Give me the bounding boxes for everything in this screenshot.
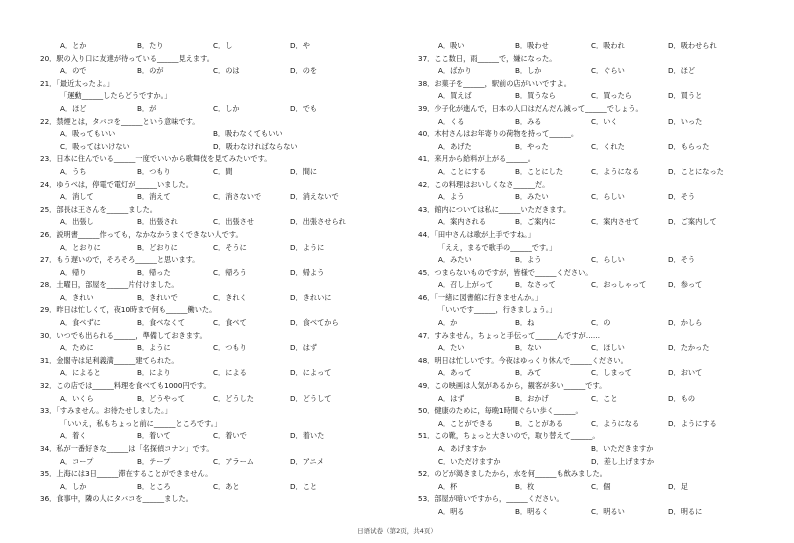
answer-options xyxy=(418,166,786,179)
answer-option: B．おかげ xyxy=(515,393,549,403)
answer-option: A．ことにする xyxy=(438,166,487,176)
answer-option: C．出張させ xyxy=(213,217,254,227)
question-stem: 21．「最近太ったよ。」 xyxy=(40,78,114,88)
answer-option: C．ぐらい xyxy=(591,66,625,76)
answer-option: C．くれた xyxy=(591,141,625,151)
answer-option: C．こと xyxy=(591,393,618,403)
answer-option: D．食べてから xyxy=(290,318,339,328)
answer-option: C．いただけますか xyxy=(438,456,501,466)
answer-options xyxy=(40,456,408,469)
answer-option: A．うち xyxy=(60,166,87,176)
question-stem: 26．説明書______作っても，なかなかうまくできない人です。 xyxy=(40,229,243,239)
answer-option: C．しまって xyxy=(591,368,632,378)
right-column xyxy=(418,40,786,519)
answer-option: A．しか xyxy=(60,481,87,491)
question-dialogue: 「運動______したらどうですか。」 xyxy=(60,91,172,101)
question-stem: 45．つまらないものですが，皆様で______ください。 xyxy=(418,267,593,277)
answer-option: C．買ったら xyxy=(591,91,632,101)
question-stem: 44．「田中さんは歌が上手ですね。」 xyxy=(418,229,535,239)
answer-option: A．くる xyxy=(438,116,465,126)
answer-option: B．つもり xyxy=(137,166,171,176)
answer-options xyxy=(418,418,786,431)
answer-option: D．消えないで xyxy=(290,192,339,202)
question-dialogue: 「いいえ，私もちょっと前に______ところです。」 xyxy=(60,418,222,428)
answer-option: A．きれい xyxy=(60,292,94,302)
answer-option: D．いった xyxy=(668,116,703,126)
answer-option: B．ことにした xyxy=(515,166,564,176)
answer-option: D．吸わなければならない xyxy=(213,141,298,151)
question-stem: 29．昨日は忙しくて，夜10時まで何も______働いた。 xyxy=(40,305,217,315)
answer-option: B．きれいで xyxy=(137,292,178,302)
answer-option: C．吸ってはいけない xyxy=(60,141,130,151)
answer-option: D．アニメ xyxy=(290,456,324,466)
answer-option: A．たい xyxy=(438,343,465,353)
answer-options xyxy=(418,141,786,154)
question-stem: 50．健康のために，毎晩1時間ぐらい歩く______。 xyxy=(418,406,583,416)
question-stem: 43．館内については私に______いただきます。 xyxy=(418,204,571,214)
question-stem: 28．土曜日，部屋を______片付けました。 xyxy=(40,280,179,290)
answer-option: B．どおりに xyxy=(137,242,178,252)
answer-option: D．はず xyxy=(290,343,318,353)
answer-option: B．よう xyxy=(515,255,542,265)
answer-option: B．なさって xyxy=(515,280,556,290)
answer-option: A．によると xyxy=(60,368,101,378)
answer-option: B．ね xyxy=(515,318,535,328)
question-stem: 25．部長は王さんを______ました。 xyxy=(40,204,157,214)
question-stem: 53．部屋が暗いですから，______ください。 xyxy=(418,494,564,504)
answer-option: B．着いて xyxy=(137,431,171,441)
answer-option: D．ほど xyxy=(668,66,696,76)
answer-option: A．杯 xyxy=(438,481,458,491)
answer-options xyxy=(40,103,408,116)
answer-options xyxy=(40,216,408,229)
answer-option: C．らしい xyxy=(591,255,625,265)
answer-options xyxy=(40,242,408,255)
answer-option: A．とおりに xyxy=(60,242,101,252)
answer-option: A．コープ xyxy=(60,456,94,466)
answer-option: A．みたい xyxy=(438,255,472,265)
answer-option: A．出張し xyxy=(60,217,94,227)
answer-options xyxy=(418,40,786,53)
answer-options xyxy=(40,367,408,380)
answer-option: C．らしい xyxy=(591,192,625,202)
answer-option: D．着いた xyxy=(290,431,325,441)
answer-option: D．ように xyxy=(290,242,325,252)
answer-option: B．ご案内に xyxy=(515,217,556,227)
question-stem: 35．上海には3日______滞在することができません。 xyxy=(40,469,213,479)
answer-option: A．買えば xyxy=(438,91,472,101)
answer-option: A．あげますか xyxy=(438,444,487,453)
answer-option: B．吸わせ xyxy=(515,41,549,50)
answer-option: B．吸わなくてもいい xyxy=(213,129,283,139)
answer-option: A．よう xyxy=(438,192,465,202)
answer-option: C．きれく xyxy=(213,292,247,302)
answer-option: C．吸われ xyxy=(591,41,625,50)
answer-option: C．いく xyxy=(591,116,618,126)
answer-option: B．みる xyxy=(515,116,542,126)
question-stem: 52．のどが渇きましたから，水を何______も飲みました。 xyxy=(418,469,607,479)
answer-options xyxy=(40,267,408,280)
answer-options xyxy=(40,191,408,204)
answer-options xyxy=(40,317,408,330)
question-stem: 46．「一緒に図書館に行きませんか。」 xyxy=(418,292,543,302)
answer-option: B．みて xyxy=(515,368,542,378)
answer-option: C．による xyxy=(213,368,247,378)
answer-option: B．やった xyxy=(515,141,549,151)
answer-option: A．はず xyxy=(438,393,465,403)
answer-option: C．消さないで xyxy=(213,192,262,202)
answer-option: D．買うと xyxy=(668,91,703,101)
answer-option: C．アラーム xyxy=(213,456,254,466)
answer-option: A．あって xyxy=(438,368,472,378)
answer-option: B．ない xyxy=(515,343,542,353)
answer-options xyxy=(418,116,786,129)
answer-option: C．おっしゃって xyxy=(591,280,647,290)
answer-option: D．や xyxy=(290,41,310,50)
question-stem: 38．お菓子を______，駅前の店がいいですよ。 xyxy=(418,78,571,88)
answer-option: A．か xyxy=(438,318,458,328)
answer-option: A．ので xyxy=(60,66,87,76)
question-stem: 49．この映画は人気があるから，観客が多い______です。 xyxy=(418,381,607,391)
answer-option: B．枚 xyxy=(515,481,535,491)
answer-option: D．そう xyxy=(668,192,696,202)
answer-option: D．もの xyxy=(668,393,696,403)
answer-options xyxy=(418,367,786,380)
answer-option: C．着いで xyxy=(213,431,247,441)
answer-option: D．でも xyxy=(290,103,318,113)
answer-options xyxy=(40,40,408,53)
answer-option: C．案内させて xyxy=(591,217,640,227)
answer-option: B．のが xyxy=(137,66,164,76)
answer-option: C．あと xyxy=(213,481,240,491)
answer-option: D．ことになった xyxy=(668,166,724,176)
answer-option: C．つもり xyxy=(213,343,247,353)
answer-option: B．ところ xyxy=(137,481,171,491)
answer-options xyxy=(418,90,786,103)
answer-options xyxy=(418,191,786,204)
answer-options xyxy=(40,166,408,179)
answer-option: B．しか xyxy=(515,66,542,76)
question-stem: 32．この店では______料理を食べても1000円です。 xyxy=(40,381,211,391)
answer-option: D．どうして xyxy=(290,393,332,403)
answer-option: B．たり xyxy=(137,41,164,50)
question-stem: 51．この靴，ちょっと大きいので，取り替えて______。 xyxy=(418,431,600,441)
answer-option: B．出張され xyxy=(137,217,178,227)
answer-option: C．明るい xyxy=(591,506,625,516)
page-footer: 日语试卷（第2页，共4页） xyxy=(357,527,437,535)
answer-option: D．きれいに xyxy=(290,292,332,302)
answer-option: D．かしら xyxy=(668,318,703,328)
answer-option: A．明る xyxy=(438,506,465,516)
question-stem: 47．すみません，ちょっと手伝って______んですが…… xyxy=(418,330,601,340)
answer-options xyxy=(418,65,786,78)
answer-option: C．帰ろう xyxy=(213,267,247,277)
answer-option: A．ことができる xyxy=(438,418,494,428)
question-stem: 36．食事中，隣の人にタバコを______ました。 xyxy=(40,494,193,504)
answer-option: B．買うなら xyxy=(515,91,556,101)
answer-option: C．食べて xyxy=(213,318,247,328)
answer-option: B．いただきますか xyxy=(591,444,654,453)
question-stem: 39．少子化が進んで，日本の人口はだんだん減って______でしょう。 xyxy=(418,103,643,113)
answer-options xyxy=(40,292,408,305)
answer-option: A．あげた xyxy=(438,141,472,151)
answer-option: A．帰り xyxy=(60,267,87,277)
answer-option: D．帰よう xyxy=(290,267,325,277)
answer-option: B．明るく xyxy=(515,506,549,516)
answer-option: C．ようになる xyxy=(591,418,640,428)
answer-option: A．消して xyxy=(60,192,94,202)
answer-options xyxy=(418,506,786,519)
answer-options xyxy=(40,393,408,406)
answer-options xyxy=(418,342,786,355)
answer-options xyxy=(418,456,786,469)
answer-option: A．ほど xyxy=(60,103,87,113)
answer-option: D．明るに xyxy=(668,506,703,516)
answer-option: D．参って xyxy=(668,280,703,290)
question-dialogue: 「いいです______，行きましょう。」 xyxy=(438,305,557,315)
answer-option: C．の xyxy=(591,318,611,328)
question-stem: 41．来月から給料が上がる______。 xyxy=(418,154,535,164)
answer-option: A．吸ってもいい xyxy=(60,129,116,139)
answer-option: C．のは xyxy=(213,66,240,76)
answer-option: A．ために xyxy=(60,343,94,353)
answer-option: A．召し上がって xyxy=(438,280,494,290)
question-stem: 31．金閣寺は足利義満______建てられた。 xyxy=(40,355,179,365)
question-stem: 22．禁煙とは，タバコを______という意味です。 xyxy=(40,116,200,126)
answer-options xyxy=(418,279,786,292)
answer-option: D．差し上げますか xyxy=(591,456,655,466)
answer-options xyxy=(418,443,786,456)
answer-option: C．そうに xyxy=(213,242,247,252)
answer-option: D．ようにする xyxy=(668,418,717,428)
question-stem: 20．駅の入り口に友達が待っている______見えます。 xyxy=(40,53,214,63)
answer-option: B．により xyxy=(137,368,171,378)
question-stem: 37．ここ数日，雨______で，嫌になった。 xyxy=(418,53,557,63)
answer-option: B．ように xyxy=(137,343,171,353)
answer-options xyxy=(40,430,408,443)
question-stem: 42．この料理はおいしくなさ______だ。 xyxy=(418,179,550,189)
answer-option: B．テープ xyxy=(137,456,171,466)
question-stem: 23．日本に住んでいる______一度でいいから歌舞伎を見てみたいです。 xyxy=(40,154,272,164)
answer-option: C．ようになる xyxy=(591,166,640,176)
answer-option: D．そう xyxy=(668,255,696,265)
question-stem: 40．木村さんはお年寄りの荷物を持って______。 xyxy=(418,129,579,139)
answer-options xyxy=(418,254,786,267)
answer-options xyxy=(40,65,408,78)
answer-option: C．しか xyxy=(213,103,240,113)
answer-options xyxy=(40,342,408,355)
answer-options xyxy=(418,393,786,406)
answer-option: D．もらった xyxy=(668,141,710,151)
answer-option: C．どうした xyxy=(213,393,254,403)
answer-option: A．着く xyxy=(60,431,87,441)
question-stem: 24．ゆうべは，停電で電灯が______いました。 xyxy=(40,179,193,189)
question-dialogue: 「ええ，まるで歌手の______です。」 xyxy=(438,242,557,252)
answer-options xyxy=(40,128,408,141)
answer-option: A．いくら xyxy=(60,393,94,403)
answer-option: C．し xyxy=(213,41,233,50)
question-stem: 33．「すみません。お待たせしました。」 xyxy=(40,406,172,416)
answer-option: B．食べなくて xyxy=(137,318,186,328)
question-stem: 34．私が一番好きな______は「名探偵コナン」です。 xyxy=(40,444,214,453)
answer-options xyxy=(418,216,786,229)
answer-option: D．おいて xyxy=(668,368,703,378)
answer-option: B．消えて xyxy=(137,192,171,202)
question-stem: 27．もう遅いので，そろそろ______と思います。 xyxy=(40,255,200,265)
answer-options xyxy=(418,481,786,494)
answer-option: D．出張させられ xyxy=(290,217,346,227)
answer-option: C．個 xyxy=(591,481,611,491)
answer-option: B．帰った xyxy=(137,267,171,277)
answer-option: D．のを xyxy=(290,66,318,76)
answer-option: A．吸い xyxy=(438,41,465,50)
answer-option: D．足 xyxy=(668,481,688,491)
answer-option: D．吸わせられ xyxy=(668,41,717,50)
answer-option: D．こと xyxy=(290,481,318,491)
answer-option: B．が xyxy=(137,103,157,113)
left-column xyxy=(40,40,408,506)
answer-option: A．案内される xyxy=(438,217,487,227)
answer-option: B．みたい xyxy=(515,192,549,202)
question-stem: 30．いつでも出られる______，準備しておきます。 xyxy=(40,330,207,340)
answer-option: A．食べずに xyxy=(60,318,101,328)
answer-option: C．間 xyxy=(213,166,233,176)
answer-option: C．ほしい xyxy=(591,343,625,353)
question-stem: 48．明日は忙しいです。今夜はゆっくり休んで______ください。 xyxy=(418,355,628,365)
answer-option: B．ことがある xyxy=(515,418,564,428)
answer-option: A．とか xyxy=(60,41,87,50)
answer-option: D．たかった xyxy=(668,343,710,353)
answer-option: D．によって xyxy=(290,368,332,378)
answer-option: A．ばかり xyxy=(438,66,472,76)
answer-option: D．間に xyxy=(290,166,318,176)
answer-options xyxy=(40,481,408,494)
answer-option: B．どうやって xyxy=(137,393,186,403)
answer-options xyxy=(40,141,408,154)
answer-options xyxy=(418,317,786,330)
answer-option: D．ご案内して xyxy=(668,217,717,227)
